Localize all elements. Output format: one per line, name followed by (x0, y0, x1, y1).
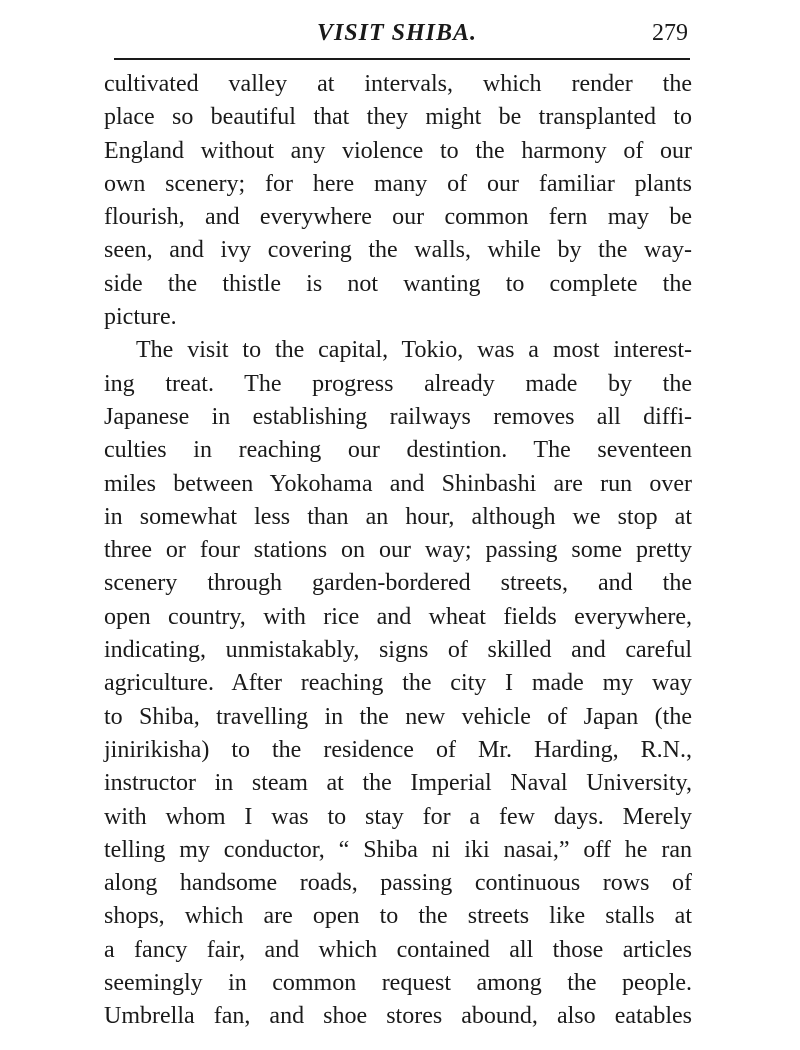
text-line: The visit to the capital, Tokio, was a most interest- (136, 337, 692, 364)
text-line: Umbrella fan, and shoe stores abound, also eatables (104, 1003, 692, 1030)
text-line: instructor in steam at the Imperial Naval University, (104, 770, 692, 797)
page-number: 279 (652, 20, 688, 46)
body-text (104, 68, 692, 1034)
text-line: a fancy fair, and which contained all those articles (104, 936, 692, 963)
text-line: miles between Yokohama and Shinbashi are run over (104, 470, 692, 497)
text-line: picture. (104, 304, 177, 331)
text-line: jinirikisha) to the residence of Mr. Harding, R.N., (104, 736, 692, 763)
text-line: own scenery; for here many of our familiar plants (104, 170, 692, 197)
text-line: flourish, and everywhere our common fern may be (104, 204, 692, 231)
header-rule (114, 58, 690, 60)
text-line: agriculture. After reaching the city I made my way (104, 670, 692, 697)
paragraph-2 (104, 334, 692, 1033)
text-line: Japanese in establishing railways removes all diffi- (104, 403, 692, 430)
paragraph-1 (104, 68, 692, 334)
text-line: culties in reaching our destintion. The seventeen (104, 437, 692, 464)
text-line: scenery through garden-bordered streets, and the (104, 570, 692, 597)
text-line: open country, with rice and wheat fields everywhere, (104, 603, 692, 630)
text-line: three or four stations on our way; passing some pretty (104, 537, 692, 564)
text-line: along handsome roads, passing continuous rows of (104, 870, 692, 897)
text-line: seen, and ivy covering the walls, while by the way- (104, 237, 692, 264)
text-line: to Shiba, travelling in the new vehicle of Japan (the (104, 703, 692, 730)
text-line: in somewhat less than an hour, although we stop at (104, 503, 692, 530)
text-line: England without any violence to the harmony of our (104, 137, 692, 164)
running-head (104, 20, 690, 56)
text-line: ing treat. The progress already made by the (104, 370, 692, 397)
text-line: shops, which are open to the streets like stalls at (104, 903, 692, 930)
text-line: with whom I was to stay for a few days. Merely (104, 803, 692, 830)
running-head-title: VISIT SHIBA. (316, 20, 478, 46)
text-line: cultivated valley at intervals, which render the (104, 71, 692, 97)
text-line: indicating, unmistakably, signs of skilled and careful (104, 637, 692, 664)
text-line: side the thistle is not wanting to complete the (104, 270, 692, 297)
text-line: telling my conductor, “ Shiba ni iki nasai,” off he ran (104, 836, 692, 863)
text-line: place so beautiful that they might be transplanted to (104, 104, 692, 131)
text-line: seemingly in common request among the people. (104, 970, 692, 997)
